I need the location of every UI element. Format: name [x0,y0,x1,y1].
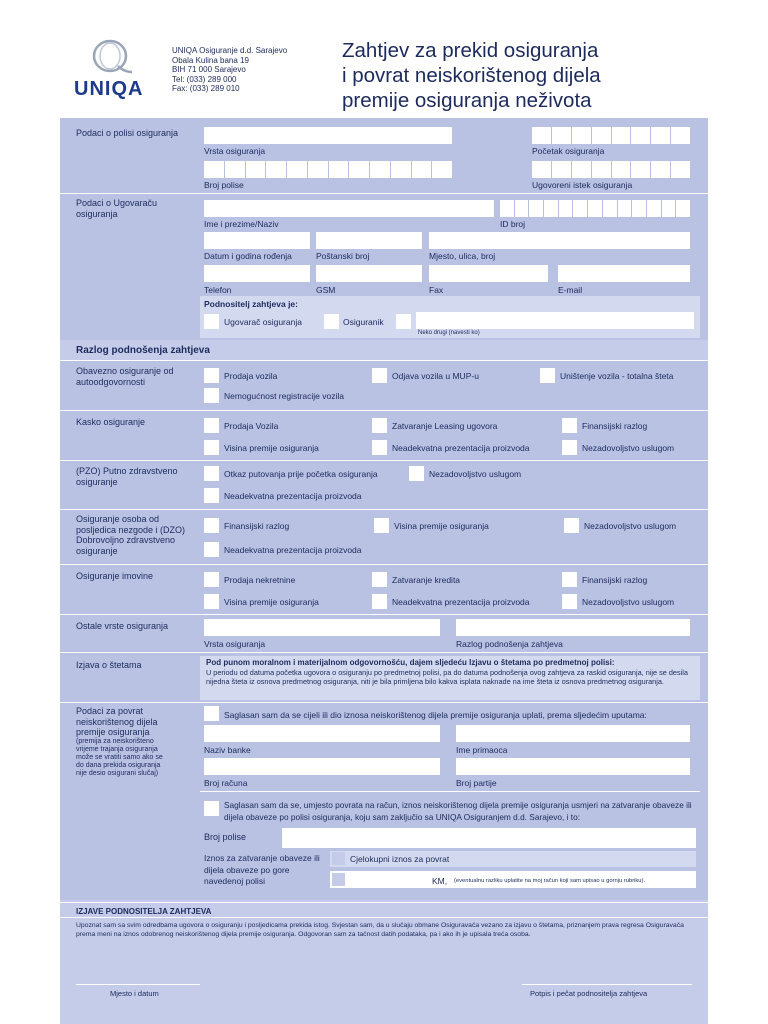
imovina-opt-label: Zatvaranje kredita [392,575,461,585]
signature-line [522,984,692,985]
imovina-opt-checkbox[interactable] [562,572,577,587]
phone-field[interactable] [204,265,310,282]
osobe-label: Osiguranje osoba od posljedica nezgode i (DZO) Dobrovoljno zdravstveno osiguranje [76,514,186,556]
divider [60,564,708,565]
pzo-opt-checkbox[interactable] [204,466,219,481]
policy-type-caption: Vrsta osiguranja [204,146,266,156]
policy-expiry-caption: Ugovoreni istek osiguranja [532,180,633,190]
osobe-opt-label: Finansijski razlog [224,521,290,531]
ao-opt-checkbox[interactable] [540,368,555,383]
title-line: premije osiguranja neživota [342,89,592,112]
ao-opt-label: Prodaja vozila [224,371,278,381]
imovina-opt-label: Visina premije osiguranja [224,597,319,607]
email-field[interactable] [558,265,690,282]
km-note: (eventualnu razliku uplatite na moj račun koji sam upisao u gornju rubriku). [454,878,646,884]
divider [60,193,708,194]
account-number-caption: Broj računa [204,778,248,788]
povrat-label-text: Podaci za povrat neiskorištenog dijela premije osiguranja [76,706,158,737]
ostale-reason-caption: Razlog podnošenja zahtjeva [456,639,563,649]
applicant-other-field[interactable] [416,312,694,329]
kasko-opt-label: Finansijski razlog [582,421,648,431]
ao-opt-label: Nemogućnost registracije vozila [224,391,344,401]
osobe-opt-label: Neadekvatna prezentacija proizvoda [224,545,362,555]
uniqa-logo [74,38,154,98]
offset-policy-caption: Broj polise [204,832,247,842]
fax-caption: Fax [429,285,444,295]
imovina-opt-checkbox[interactable] [204,594,219,609]
applicant-insured-checkbox[interactable] [324,314,339,329]
offset-policy-field[interactable] [282,828,696,848]
uniqa-logo-mark [74,38,154,78]
imovina-opt-checkbox[interactable] [372,594,387,609]
kasko-opt-checkbox[interactable] [562,440,577,455]
signature-caption: Potpis i pečat podnositelja zahtjeva [530,989,648,998]
ao-opt-label: Odjava vozila u MUP-u [392,371,479,381]
pzo-opt-label: Otkaz putovanja prije početka osiguranja [224,469,378,479]
divider [200,791,700,792]
applicant-contractor-checkbox[interactable] [204,314,219,329]
recipient-field[interactable] [456,725,690,742]
divider [60,652,708,653]
policy-number-field[interactable] [204,161,452,178]
divider [60,902,708,903]
imovina-opt-checkbox[interactable] [372,572,387,587]
kasko-opt-checkbox[interactable] [204,418,219,433]
address-caption: Mjesto, ulica, broj [429,251,496,261]
gsm-field[interactable] [316,265,422,282]
osobe-opt-checkbox[interactable] [204,518,219,533]
policy-start-field[interactable] [532,127,690,144]
offset-amount-caption: Iznos za zatvaranje obaveze ili dijela obaveze po gore navedenoj polisi [204,853,320,886]
km-amount-checkbox[interactable] [332,873,345,886]
company-address [172,46,287,94]
steta-statement-bold: Pod punom moralnom i materijalnom odgovornošću, dajem sljedeću Izjavu o štetama po predmetnoj polisi: [206,658,615,667]
policy-number-caption: Broj polise [204,180,244,190]
address-field[interactable] [429,232,690,249]
divider [60,509,708,510]
form-title [342,38,601,113]
osobe-opt-label: Nezadovoljstvo uslugom [584,521,677,531]
applicant-contractor-label: Ugovarač osiguranja [224,317,302,327]
kasko-label: Kasko osiguranje [76,417,146,427]
form-body [60,118,708,1024]
gsm-caption: GSM [316,285,336,295]
kasko-opt-label: Nezadovoljstvo uslugom [582,443,675,453]
birth-date-field[interactable] [204,232,310,249]
recipient-caption: Ime primaoca [456,745,508,755]
kasko-opt-label: Visina premije osiguranja [224,443,319,453]
policy-start-caption: Početak osiguranja [532,146,605,156]
divider [60,917,708,918]
kasko-opt-label: Zatvaranje Leasing ugovora [392,421,498,431]
account-batch-caption: Broj partije [456,778,497,788]
title-line: Zahtjev za prekid osiguranja [342,39,599,62]
contractor-label: Podaci o Ugovaraču osiguranja [76,198,158,219]
refund-offset-checkbox[interactable] [204,801,219,816]
kasko-opt-label: Neadekvatna prezentacija proizvoda [392,443,530,453]
logo-text: UNIQA [74,78,144,100]
bank-name-caption: Naziv banke [204,745,251,755]
kasko-opt-checkbox[interactable] [204,440,219,455]
osobe-opt-checkbox[interactable] [204,542,219,557]
osobe-opt-label: Visina premije osiguranja [394,521,489,531]
pzo-opt-checkbox[interactable] [204,488,219,503]
company-line: Obala Kulina bana 19 [172,55,249,65]
ao-opt-label: Uništenje vozila - totalna šteta [560,371,674,381]
divider [60,702,708,703]
pzo-label: (PZO) Putno zdravstveno osiguranje [76,466,178,487]
place-date-line [76,984,200,985]
ao-label: Obavezno osiguranje od autoodgovornosti [76,366,174,387]
divider [60,360,708,361]
ostale-reason-field[interactable] [456,619,690,636]
company-line: BIH 71 000 Sarajevo [172,65,246,75]
divider [60,410,708,411]
kasko-opt-checkbox[interactable] [562,418,577,433]
pzo-opt-label: Nezadovoljstvo uslugom [429,469,522,479]
account-number-field[interactable] [204,758,440,775]
kasko-opt-label: Prodaja Vozila [224,421,279,431]
contractor-id-field[interactable] [500,200,690,217]
company-line: Fax: (033) 289 010 [172,84,240,94]
applicant-insured-label: Osiguranik [343,317,384,327]
account-batch-field[interactable] [456,758,690,775]
kasko-opt-checkbox[interactable] [372,418,387,433]
phone-caption: Telefon [204,285,232,295]
policy-type-field[interactable] [204,127,452,144]
postal-code-caption: Poštanski broj [316,251,370,261]
applicant-other-checkbox[interactable] [396,314,411,329]
imovina-label: Osiguranje imovine [76,571,154,581]
header [0,0,768,118]
km-label: KM, [432,876,448,886]
contractor-name-field[interactable] [204,200,494,217]
ao-opt-checkbox[interactable] [204,388,219,403]
applicant-heading: Podnositelj zahtjeva je: [204,299,298,309]
steta-label: Izjava o štetama [76,660,142,670]
place-date-caption: Mjesto i datum [110,989,159,998]
imovina-opt-label: Neadekvatna prezentacija proizvoda [392,597,530,607]
declarations-panel [60,900,708,1024]
declarations-heading: IZJAVE PODNOSITELJA ZAHTJEVA [76,907,212,916]
email-caption: E-mail [558,285,583,295]
refund-account-checkbox[interactable] [204,706,219,721]
ostale-type-field[interactable] [204,619,440,636]
contractor-id-caption: ID broj [500,219,526,229]
pzo-opt-label: Neadekvatna prezentacija proizvoda [224,491,362,501]
osobe-opt-checkbox[interactable] [374,518,389,533]
fax-field[interactable] [429,265,548,282]
ostale-type-caption: Vrsta osiguranja [204,639,266,649]
divider [60,614,708,615]
applicant-other-caption: Neko drugi (navesti ko) [418,330,480,336]
policy-label: Podaci o polisi osiguranja [76,128,179,138]
osobe-opt-checkbox[interactable] [564,518,579,533]
bank-name-field[interactable] [204,725,440,742]
reason-heading: Razlog podnošenja zahtjeva [76,345,210,356]
divider [60,460,708,461]
ostale-label: Ostale vrste osiguranja [76,621,169,631]
steta-statement-text: U periodu od datuma početka ugovora o osiguranju po predmetnoj polisi, pa do datuma podnošenja ovog zahtjeva za raskid osiguranja, nije se desila nijedna šteta iz osnova predmetnog osiguranja, niti je bila primljena bilo kakva isplata naknade na ime šteta iz osnova predmetnog osiguranja. [206,668,688,686]
declarations-text: Upoznat sam sa svim odredbama ugovora o osiguranju i posljedicama prekida istog. Svjestan sam, da u slučaju obmane Osiguravača vezano za izjavu o štetama, priznanjem prava regresa Osiguravača prema meni na iznos odobrenog neiskorištenog dijela premije osiguranja. Odgovoran sam za tačnost datih podataka, pa i ako ih je upisala treća osoba. [76,922,684,938]
imovina-opt-checkbox[interactable] [204,572,219,587]
refund-account-text: Saglasan sam da se cijeli ili dio iznosa neiskorištenog dijela premije osiguranja uplati, prema sljedećim uputama: [224,710,647,720]
title-line: i povrat neiskorištenog dijela [342,64,601,87]
povrat-note: (premija za neiskorišteno vrijeme trajanja osiguranja može se vratiti samo ako se do dana prekida osiguranja nije desio osigurani slučaj) [76,737,163,777]
imovina-opt-label: Nezadovoljstvo uslugom [582,597,675,607]
company-line: UNIQA Osiguranje d.d. Sarajevo [172,46,288,55]
birth-date-caption: Datum i godina rođenja [204,251,292,261]
kasko-opt-checkbox[interactable] [372,440,387,455]
postal-code-field[interactable] [316,232,422,249]
ao-opt-checkbox[interactable] [204,368,219,383]
povrat-label [76,706,168,778]
imovina-opt-checkbox[interactable] [562,594,577,609]
company-line: Tel: (033) 289 000 [172,74,237,84]
imovina-opt-label: Prodaja nekretnine [224,575,296,585]
contractor-name-caption: Ime i prezime/Naziv [204,219,279,229]
ao-opt-checkbox[interactable] [372,368,387,383]
refund-offset-text: Saglasan sam da se, umjesto povrata na račun, iznos neiskorištenog dijela premije osiguranja usmjeri na zatvaranje obaveze ili dijela obaveze po polisi osiguranja, koju sam zaključio sa UNIQA Osiguranjem d.d. Sarajevo, i to: [224,800,692,822]
policy-expiry-field[interactable] [532,161,690,178]
pzo-opt-checkbox[interactable] [409,466,424,481]
imovina-opt-label: Finansijski razlog [582,575,648,585]
full-amount-checkbox[interactable] [332,852,345,865]
full-amount-label: Cjelokupni iznos za povrat [350,854,450,864]
